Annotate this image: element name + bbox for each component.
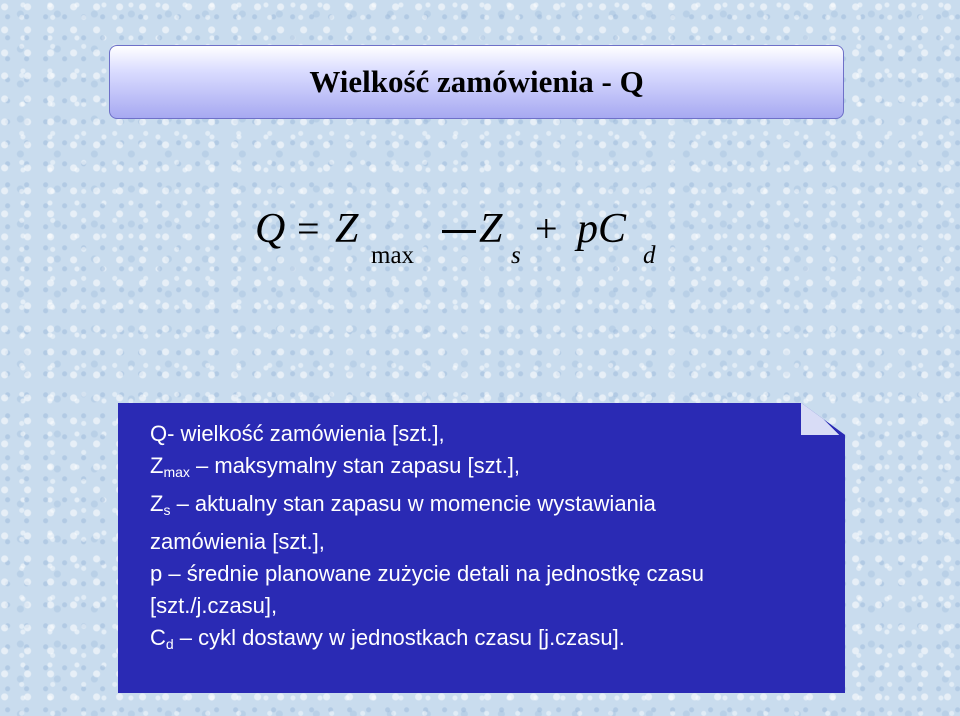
formula-minus-sign — [442, 230, 476, 233]
slide-title: Wielkość zamówienia - Q — [309, 64, 644, 99]
legend-subscript: s — [163, 502, 171, 518]
legend-line-p-continued: [szt./j.czasu], — [150, 593, 278, 618]
formula-pc: pC — [577, 206, 627, 252]
legend-symbol: C — [150, 625, 166, 650]
formula-equals: = — [297, 206, 320, 251]
legend-description: – maksymalny stan zapasu [szt.], — [189, 453, 521, 478]
legend-subscript: max — [163, 464, 190, 480]
formula-z-s-subscript: s — [511, 242, 521, 269]
formula-lhs: Q — [255, 206, 286, 252]
legend-description: – cykl dostawy w jednostkach czasu [j.czasu]. — [173, 625, 625, 650]
legend-line-q: Q- wielkość zamówienia [szt.], — [150, 421, 445, 446]
legend-symbol: Z — [150, 491, 164, 516]
legend-line-cd — [150, 622, 830, 660]
legend-subscript: d — [165, 636, 174, 652]
legend-description: – aktualny stan zapasu w momencie wystawiania — [170, 491, 656, 516]
slide-title-box — [109, 45, 844, 119]
legend-line-p: p – średnie planowane zużycie detali na jednostkę czasu — [150, 561, 705, 586]
formula-z-max: Z — [335, 206, 359, 252]
legend-line-zmax — [150, 450, 830, 488]
formula-z-max-subscript: max — [371, 242, 415, 269]
formula-z-s: Z — [479, 206, 503, 252]
legend-line-zs — [150, 488, 830, 526]
legend-line-zs-continued: zamówienia [szt.], — [150, 529, 325, 554]
legend-symbol: Z — [150, 453, 164, 478]
formula-plus: + — [535, 206, 558, 251]
order-quantity-formula — [255, 205, 715, 275]
formula-pc-subscript: d — [643, 242, 656, 269]
legend-text — [150, 418, 830, 660]
